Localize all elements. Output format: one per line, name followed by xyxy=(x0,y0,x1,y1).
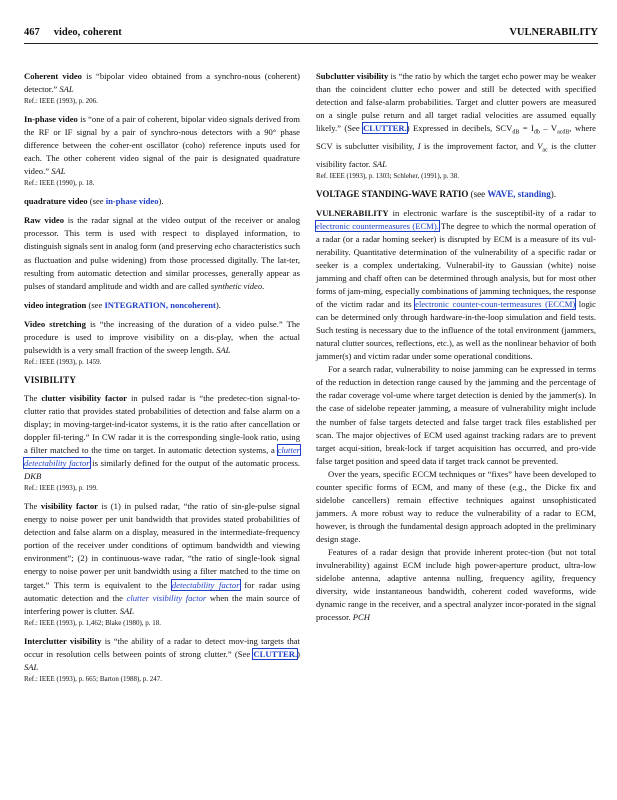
page-header xyxy=(24,27,598,44)
crossref-link[interactable]: CLUTTER. xyxy=(253,648,298,659)
entry-clutter-visibility-factor: The clutter visibility factor in pulsed radar is “the predetec-tion signal-to-clutter ratio that provides stated probabilities of detection and false alarm on a display; in moving-target-ind-icator systems, it is the ratio after cancellation or doppler fil-tering.” In CW radar it is the corresponding single-look ratio, using a filter matched to the time on target. In automatic detection systems, a clutter detectability factor is similarly defined for the output of the automatic process. DKB xyxy=(24,392,300,482)
running-head xyxy=(24,27,122,38)
paragraph: Features of a radar design that provide inherent protec-tion (but not total invulnerability) against ECM include high power-aperture product, ultra-low sidelobe antenna, adaptive antenna nulling, frequency agility, frequency diversity, wide instantaneous bandwidth, coherent coded waveforms, wide dynamic range in the receiver, and a spectral analyzer incor-porated in the signal processor. PCH xyxy=(316,546,596,623)
entry-quadrature-video: quadrature video (see in-phase video). xyxy=(24,196,164,207)
entry-raw-video: Raw video is the radar signal at the video output of the receiver or analog processor. This term is used with respect to displayed information, to distinguish signals sent in analog form (and preserving echo characteristics such as fluctuation and pulse widening) from those processed digitally. The lat-ter, resulting from automatic detection and similar processes, generally appear as pulses of standard amplitude and width and are called synthetic video. xyxy=(24,215,300,291)
paragraph: For a search radar, vulnerability to noise jamming can be expressed in terms of the reduction in detection range caused by the jamming and the percentage of the radar coverage vol-ume where target detection is denied by the jammer(s). In the case of sidelobe repeater jamming, a measure of vulnerability might include the number of false targets detected and false target track files established per scan. The major objectives of ECM used against tracking radars are to prevent target acqui-sition, break-lock if target acquisition has occurred, and pro-vide false target position and speed data if target track cannot be prevented. xyxy=(316,364,596,466)
crossref-link[interactable]: in-phase video xyxy=(105,196,159,207)
reference: Ref.: IEEE (1993), p. 1,462; Blake (1980), p. 18. xyxy=(24,618,162,627)
crossref-link[interactable]: electronic counter-coun-termeasures (ECCM) xyxy=(415,299,576,310)
term: In-phase video xyxy=(24,114,78,125)
page-number: 467 xyxy=(24,27,40,38)
crossref-link[interactable]: WAVE, standing xyxy=(487,188,551,199)
entry-video-stretching: Video stretching is “the increasing of the duration of a video pulse.” The procedure is used to improve visibility on a dis-play, when the actual pulsewidth is a very small fraction of the sweep length. SAL xyxy=(24,318,300,355)
entry-vulnerability: VULNERABILITY in electronic warfare is the susceptibil-ity of a radar to electronic countermeasures (ECM). The degree to which the normal operation of a radar (or a radar homing seeker) is disrupted by ECM is a measure of its vul-nerability. Quantitative determination of the vulnerability of a specific radar or seeker is a complex undertaking. Vulnerabil-ity to Gaussian (white) noise jamming and chaff often can be determined through analysis, but for most other forms of jam-ming, especially combinations of jamming techniques, the response of the victim radar and its electronic counter-coun-termeasures (ECCM) logic can be determined only through hardware-in-the-loop simulation and field tests. Such testing is necessary due to the influence of the total environment (jammers, natural clutter sources, reflections, etc.), as well as the nonlinear behavior of both jammer(s) and victim radar under some operational conditions. xyxy=(316,207,596,362)
term: video integration xyxy=(24,299,87,310)
entry-inphase-video: In-phase video is “one of a pair of coherent, bipolar video signals derived from the RF or IF signal by a pair of synchro-nous detectors with a 90° phase difference between the coher-ent oscillator (coho) reference inputs used for each. The other coherent video signal of the pair is designated quadrature video.” SAL xyxy=(24,114,300,177)
entry-subclutter-visibility: Subclutter visibility is “the ratio by which the target echo power may be weaker than the coincident clutter echo power and still be detected with specified detection and false-alarm probabilities. Target and clutter powers are measured on a single pulse return and all target radial velocities are assumed equally likely.” (See CLUTTER.) Expressed in decibels, $SCV_{dB} = I_{db} - V_{acdB}$, where SCV is subclutter visibility, I is the improvement factor, and $V_{ac}$ is the clutter visibility factor. SAL xyxy=(316,71,596,169)
reference: Ref.: IEEE (1993), p. 199. xyxy=(24,484,98,493)
entry-vswr: VOLTAGE STANDING-WAVE RATIO (see WAVE, standing). xyxy=(316,188,556,199)
reference: Ref.: IEEE (1993), p. 1459. xyxy=(24,357,102,366)
section-title: VULNERABILITY xyxy=(509,27,598,38)
reference: Ref.: IEEE (1993), p. 206. xyxy=(24,97,98,106)
crossref-link[interactable]: clutter visibility factor xyxy=(126,592,207,603)
formula: $SCV_{dB} = I_{db} - V_{acdB}$ xyxy=(495,123,570,136)
crossref-link[interactable]: electronic countermeasures (ECM). xyxy=(316,220,439,231)
term: Interclutter visibility xyxy=(24,635,102,646)
crossref-link[interactable]: CLUTTER. xyxy=(363,123,407,134)
reference: Ref.: IEEE (1990), p. 18. xyxy=(24,179,95,188)
entry-coherent-video: Coherent video is “bipolar video obtained from a synchro-nous (coherent) detector.” SAL xyxy=(24,71,301,95)
crossref-link[interactable]: detectability factor xyxy=(171,579,240,590)
entry-interclutter-visibility: Interclutter visibility is “the ability of a radar to detect mov-ing targets that occur in resolution cells between points of strong clutter.” (See CLUTTER.) SAL xyxy=(24,635,301,672)
term: VULNERABILITY xyxy=(316,207,389,218)
reference: Ref. IEEE (1993), p. 1303; Schleher, (1991), p. 38. xyxy=(316,171,459,180)
term: VOLTAGE STANDING-WAVE RATIO xyxy=(316,188,469,199)
crossref-link[interactable]: INTEGRATION, noncoherent xyxy=(104,299,216,310)
term: Video stretching xyxy=(24,318,86,329)
paragraph: Over the years, specific ECCM techniques or “fixes” have been developed to counter specific forms of ECM, and many of these (e.g., the Dicke fix and sidelobe cancellers) remain effective techniques against unsophisticated jammers. A more robust way to reduce the vulnerability of a radar to ECM, however, is through the fundamental design approach adopted in the preliminary design stage. xyxy=(316,468,596,544)
term: visibility factor xyxy=(40,501,98,512)
term: quadrature video xyxy=(24,196,88,207)
term: Raw video xyxy=(24,215,65,226)
right-column xyxy=(316,70,596,624)
crossref-link[interactable]: clutter detectability factor xyxy=(24,445,300,469)
entry-video-integration: video integration (see INTEGRATION, noncoherent). xyxy=(24,299,221,310)
term: Coherent video xyxy=(24,71,82,81)
entry-visibility-factor: The visibility factor is (1) in pulsed radar, “the ratio of sin-gle-pulse signal energy to noise power per unit bandwidth that provides stated probabilities of detection and false alarm on a display, measured in the intermediate-frequency portion of the receiver under conditions of optimum bandwidth and viewing environment”; (2) in continuous-wave radar, “the ratio of single-look signal energy to noise power per unit bandwidth using a filter matched to the time on target.” This term is equivalent to the detectability factor for radar using automatic detection and the clutter visibility factor when the main source of interfering power is clutter. SAL xyxy=(24,501,300,616)
left-column xyxy=(24,70,300,691)
term: Subclutter visibility xyxy=(316,71,389,81)
visibility-heading: VISIBILITY xyxy=(24,374,77,385)
reference: Ref.: IEEE (1993), p. 665; Barton (1988), p. 247. xyxy=(24,674,163,683)
running-title: video, coherent xyxy=(53,27,122,38)
term: clutter visibility factor xyxy=(41,392,127,403)
